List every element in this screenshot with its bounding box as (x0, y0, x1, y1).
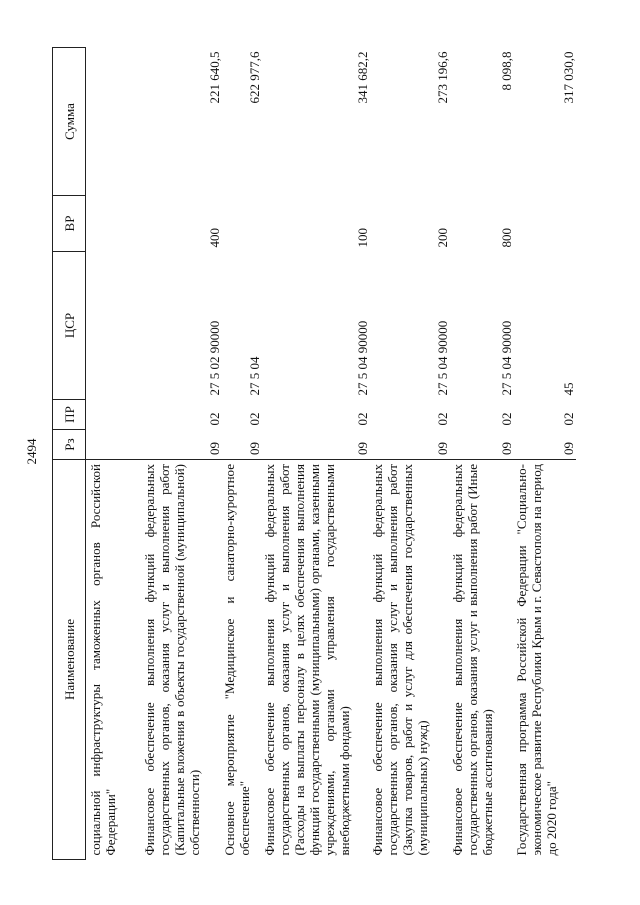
row-name: Финансовое обеспечение выполнения функций федеральных государственных органов, оказания услуг и выполнения работ (Закупка товаров, работ и услуг для обеспечения государственных (муниципальных) нужд) (370, 460, 450, 860)
row-vr (514, 196, 576, 252)
budget-table (52, 47, 576, 860)
table-row (142, 48, 222, 860)
row-name: Финансовое обеспечение выполнения функций федеральных государственных органов, оказания услуг и выполнения работ (Капитальные вложения в объекты государственной (муниципальной) собственности) (142, 460, 222, 860)
row-name: Основное мероприятие "Медицинское и санаторно-курортное обеспечение" (222, 460, 262, 860)
row-sum (86, 48, 143, 196)
row-sum: 221 640,5 (207, 51, 222, 104)
row-rz: 09 (561, 442, 576, 455)
row-csr: 27 5 02 90000 (207, 320, 222, 396)
row-pr: 02 (355, 412, 370, 426)
row-rz: 09 (207, 442, 222, 455)
row-pr: 02 (435, 412, 450, 426)
row-csr (86, 252, 143, 400)
row-name: Государственная программа Российской Федерации "Социально-экономическое развитие Республики Крым и г. Севастополя на период до 2020 года" (514, 460, 576, 860)
row-vr (86, 196, 143, 252)
header-rz: Рз (53, 430, 86, 460)
row-name: Финансовое обеспечение выполнения функций федеральных государственных органов, оказания услуг и выполнения работ (Иные бюджетные ассигнования) (450, 460, 514, 860)
table-row (222, 48, 262, 860)
row-sum: 317 030,0 (561, 51, 576, 104)
row-csr: 27 5 04 90000 (499, 320, 514, 396)
row-pr: 02 (561, 412, 576, 426)
row-vr: 400 (207, 228, 222, 248)
row-rz: 09 (247, 442, 262, 455)
row-vr (222, 196, 262, 252)
row-rz: 09 (355, 442, 370, 455)
row-rz: 09 (435, 442, 450, 455)
table-row (86, 48, 143, 860)
page-number: 2494 (24, 438, 39, 465)
row-name: Финансовое обеспечение выполнения функций федеральных государственных органов, оказания услуг и выполнения работ (Расходы на выплаты персоналу в целях обеспечения выполнения функций государственными (муниципальными) органами, казенными учреждениями, органами управления государственными внебюджетными фондами) (262, 460, 370, 860)
row-sum: 622 977,6 (247, 51, 262, 104)
budget-table-container (52, 48, 592, 860)
row-pr: 02 (207, 412, 222, 426)
row-csr: 27 5 04 90000 (355, 320, 370, 396)
table-row (262, 48, 370, 860)
row-sum: 8 098,8 (499, 51, 514, 91)
row-vr: 800 (499, 228, 514, 248)
row-name: социальной инфраструктуры таможенных органов Российской Федерации" (86, 460, 143, 860)
table-row (514, 48, 576, 860)
row-rz (86, 430, 143, 460)
header-vr: ВР (53, 196, 86, 252)
row-sum: 341 682,2 (355, 51, 370, 104)
row-sum: 273 196,6 (435, 51, 450, 104)
header-csr: ЦСР (53, 252, 86, 400)
header-sum: Сумма (53, 48, 86, 196)
header-pr: ПР (53, 400, 86, 430)
row-pr (86, 400, 143, 430)
table-row (450, 48, 514, 860)
row-vr: 200 (435, 228, 450, 248)
row-csr: 27 5 04 90000 (435, 320, 450, 396)
row-pr: 02 (499, 412, 514, 426)
row-rz: 09 (499, 442, 514, 455)
row-pr: 02 (247, 412, 262, 426)
table-row (370, 48, 450, 860)
row-csr: 45 (561, 382, 576, 396)
row-csr: 27 5 04 (247, 356, 262, 396)
header-name: Наименование (53, 460, 86, 860)
table-header-row (53, 48, 86, 860)
row-vr: 100 (355, 228, 370, 248)
